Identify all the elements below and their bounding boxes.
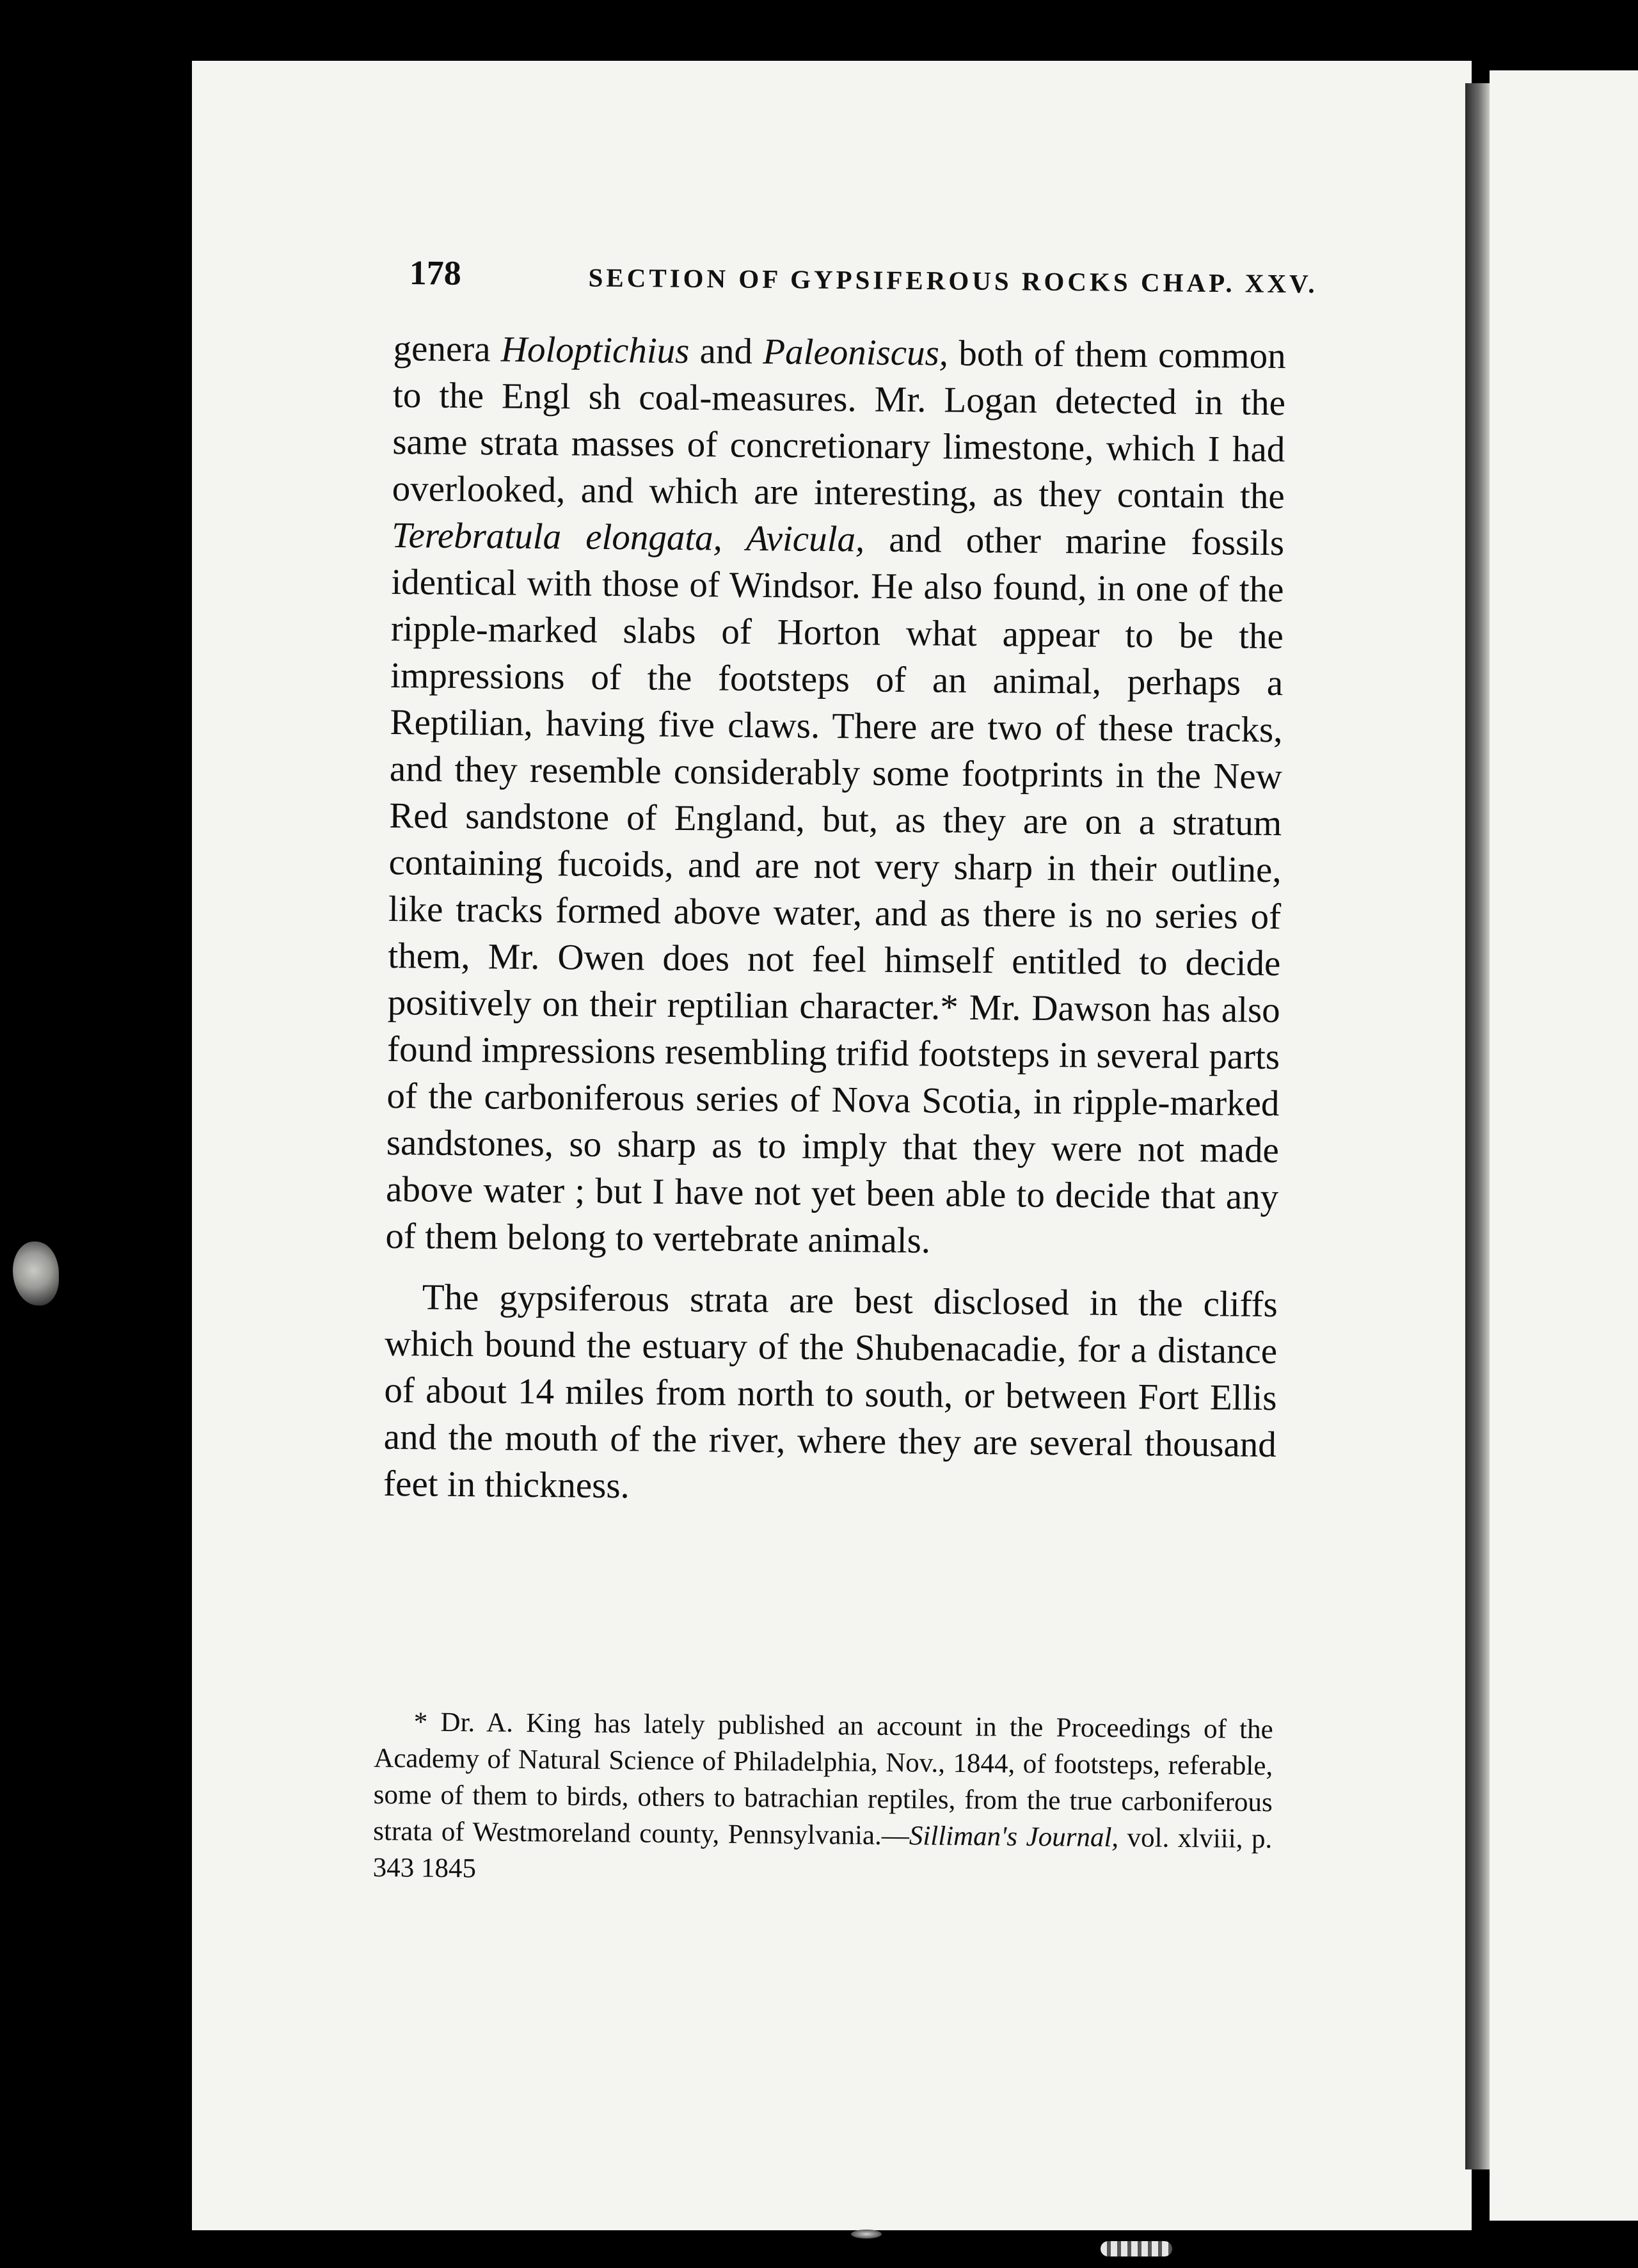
text-run: and other marine fossils identical with those of Windsor. He also found, in one of the ripple-marked slabs of Horton what appear to be the impressions of the footsteps of an animal, perhaps a Reptilian, having five claws. There are two of these tracks, and they resemble considerably some footprints in the New Red sandstone of England, but, as they are on a stratum containing fucoids, and are not very sharp in their outline, like tracks formed above water, and as there is no series of them, Mr. Owen does not feel himself entitled to decide positively on their reptilian character.* Mr. Dawson has also found impressions resembling trifid footsteps in several parts of the carboniferous series of Nova Scotia, in ripple-marked sandstones, so sharp as to imply that they were not made above water ; but I have not yet been able to decide that any of them belong to vertebrate animals. [385,519,1285,1261]
running-head: SECTION OF GYPSIFEROUS ROCKS CHAP. XXV. [588,262,1318,299]
scan-mark [851,2230,882,2239]
scan-mark [1101,2241,1172,2256]
text-run: and [689,331,763,372]
text-run: both of them common to the Engl sh coal-measures. Mr. Logan detected in the same strata masses of concretionary limestone, which I had overlooked, and which are interesting, as they contain the [392,333,1286,517]
body-text [383,325,1286,1515]
paragraph: The gypsiferous strata are best disclosed in the cliffs which bound the estuary of the Shubenacadie, for a distance of about 14 miles from north to south, or between Fort Ellis and the mouth of the river, where they are several thousand feet in thickness. [383,1277,1278,1506]
italic-genus-name: Holoptichius [500,329,690,372]
text-run: genera [393,328,502,370]
book-gutter [1465,83,1490,2169]
footnote [373,1704,1273,1894]
text-run: * Dr. A. King has lately published an account in the Proceedings of the Academy of Natural Science of Philadelphia, Nov., 1844, of footsteps, referable, some of them to birds, others to batrachian reptiles, from the true carboniferous strata of Westmoreland county, Pennsylvania.— [373,1707,1273,1851]
page-header [409,253,1318,312]
text-run: vol. xlviii, p. 343 1845 [372,1823,1273,1884]
italic-genus-name: Paleoniscus, [763,331,949,374]
facing-page-edge [1490,70,1638,2221]
paragraph [385,325,1286,1267]
scan-smudge [13,1242,59,1306]
page-number: 178 [409,253,461,292]
italic-journal-title: Silliman's Journal, [909,1821,1119,1853]
italic-species-name: Terebratula elongata, Avicula, [391,515,865,560]
footnote-text [373,1704,1273,1894]
